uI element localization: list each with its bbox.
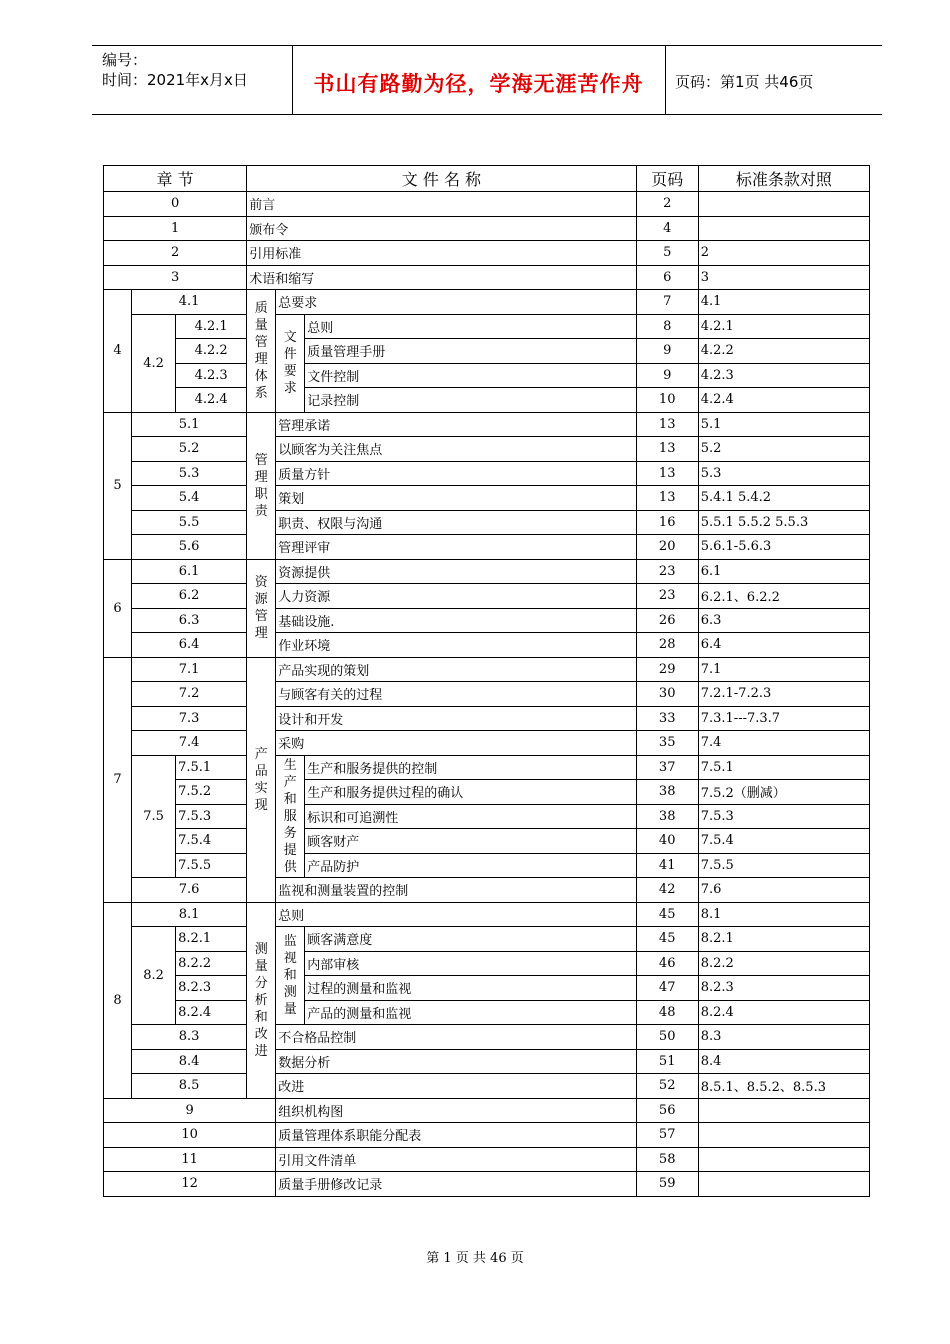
standard-clause: 5.5.1 5.5.2 5.5.3: [698, 510, 869, 535]
file-name: 质量方针: [276, 461, 636, 486]
page-number: 26: [636, 608, 698, 633]
table-row: [104, 1074, 870, 1099]
table-row: [104, 486, 870, 511]
standard-clause: 7.4: [698, 731, 869, 756]
section-number: 7.6: [132, 878, 247, 903]
file-name: 组织机构图: [276, 1098, 636, 1123]
section-number: 8.1: [132, 902, 247, 927]
file-name: 标识和可追溯性: [305, 804, 636, 829]
section-group-label: 测量分析和改进: [247, 902, 276, 1098]
standard-clause: 7.2.1-7.2.3: [698, 682, 869, 707]
chapter-number: 3: [104, 265, 247, 290]
section-number: 8.4: [132, 1049, 247, 1074]
subsection-number: 7.5.4: [176, 829, 247, 854]
file-name: 产品实现的策划: [276, 657, 636, 682]
section-number: 5.1: [132, 412, 247, 437]
standard-clause: 6.3: [698, 608, 869, 633]
section-number: 4.2: [132, 314, 176, 412]
page-number: 6: [636, 265, 698, 290]
section-group-label: 产品实现: [247, 657, 276, 902]
file-name: 生产和服务提供过程的确认: [305, 780, 636, 805]
standard-clause: 8.2.2: [698, 951, 869, 976]
standard-clause: 8.5.1、8.5.2、8.5.3: [698, 1074, 869, 1099]
file-name: 管理承诺: [276, 412, 636, 437]
page-number: 40: [636, 829, 698, 854]
standard-clause: 5.3: [698, 461, 869, 486]
section-number: 7.3: [132, 706, 247, 731]
page-number: 38: [636, 780, 698, 805]
file-name: 资源提供: [276, 559, 636, 584]
standard-clause: 8.2.4: [698, 1000, 869, 1025]
page-number: 52: [636, 1074, 698, 1099]
page-number: 30: [636, 682, 698, 707]
page-number: 45: [636, 902, 698, 927]
page-number: 42: [636, 878, 698, 903]
table-row: [104, 363, 870, 388]
page-header: [92, 45, 882, 115]
section-number: 5.2: [132, 437, 247, 462]
chapter-number: 4: [104, 290, 132, 413]
table-row: [104, 290, 870, 315]
page-number: 5: [636, 241, 698, 266]
table-row: [104, 216, 870, 241]
standard-clause: 6.4: [698, 633, 869, 658]
standard-clause: 7.6: [698, 878, 869, 903]
page-number: 23: [636, 584, 698, 609]
section-number: 8.3: [132, 1025, 247, 1050]
table-row: [104, 412, 870, 437]
page-number: 29: [636, 657, 698, 682]
table-row: [104, 829, 870, 854]
page-number: 9: [636, 339, 698, 364]
file-name: 策划: [276, 486, 636, 511]
file-name: 管理评审: [276, 535, 636, 560]
file-name: 引用文件清单: [276, 1147, 636, 1172]
subgroup-label: 文件要求: [276, 314, 305, 412]
file-name: 过程的测量和监视: [305, 976, 636, 1001]
file-name: 术语和缩写: [247, 265, 636, 290]
table-row: [104, 1172, 870, 1197]
page-footer: 第 1 页 共 46 页: [426, 1251, 524, 1266]
table-row: [104, 192, 870, 217]
table-row: [104, 927, 870, 952]
file-name: 生产和服务提供的控制: [305, 755, 636, 780]
section-number: 6.3: [132, 608, 247, 633]
chapter-number: 11: [104, 1147, 276, 1172]
section-number: 8.2: [132, 927, 176, 1025]
col-header-page: 页码: [636, 166, 698, 192]
section-number: 5.3: [132, 461, 247, 486]
file-name: 质量管理手册: [305, 339, 636, 364]
page-number: 47: [636, 976, 698, 1001]
col-header-file-name: 文 件 名 称: [247, 166, 636, 192]
table-row: [104, 608, 870, 633]
subsection-number: 8.2.1: [176, 927, 247, 952]
page-number: 58: [636, 1147, 698, 1172]
file-name: 改进: [276, 1074, 636, 1099]
standard-clause: 6.2.1、6.2.2: [698, 584, 869, 609]
standard-clause: [698, 216, 869, 241]
standard-clause: 7.5.2（删减）: [698, 780, 869, 805]
file-name: 质量手册修改记录: [276, 1172, 636, 1197]
file-name: 记录控制: [305, 388, 636, 413]
page-number: 7: [636, 290, 698, 315]
table-row: [104, 1147, 870, 1172]
file-name: 产品的测量和监视: [305, 1000, 636, 1025]
page-number: 16: [636, 510, 698, 535]
chapter-number: 6: [104, 559, 132, 657]
standard-clause: 8.2.1: [698, 927, 869, 952]
file-name: 以顾客为关注焦点: [276, 437, 636, 462]
standard-clause: 7.5.4: [698, 829, 869, 854]
table-row: [104, 731, 870, 756]
table-row: [104, 1049, 870, 1074]
header-divider: [665, 46, 666, 114]
document-number-label: 编号：: [102, 51, 148, 69]
page-number: 28: [636, 633, 698, 658]
page-number: 50: [636, 1025, 698, 1050]
standard-clause: 2: [698, 241, 869, 266]
file-name: 顾客财产: [305, 829, 636, 854]
standard-clause: 7.3.1---7.3.7: [698, 706, 869, 731]
section-number: 4.1: [132, 290, 247, 315]
standard-clause: [698, 192, 869, 217]
file-name: 与顾客有关的过程: [276, 682, 636, 707]
standard-clause: 8.4: [698, 1049, 869, 1074]
section-number: 5.5: [132, 510, 247, 535]
section-number: 7.2: [132, 682, 247, 707]
page-number: 2: [636, 192, 698, 217]
page-number: 20: [636, 535, 698, 560]
standard-clause: 4.2.3: [698, 363, 869, 388]
table-row: [104, 584, 870, 609]
section-number: 5.6: [132, 535, 247, 560]
subsection-number: 7.5.5: [176, 853, 247, 878]
standard-clause: 6.1: [698, 559, 869, 584]
page-number: 37: [636, 755, 698, 780]
subsection-number: 8.2.4: [176, 1000, 247, 1025]
subsection-number: 7.5.3: [176, 804, 247, 829]
table-row: [104, 706, 870, 731]
file-name: 前言: [247, 192, 636, 217]
standard-clause: 7.5.5: [698, 853, 869, 878]
table-row: [104, 878, 870, 903]
section-number: 6.2: [132, 584, 247, 609]
subsection-number: 4.2.4: [176, 388, 247, 413]
section-number: 6.4: [132, 633, 247, 658]
standard-clause: 4.2.4: [698, 388, 869, 413]
file-name: 数据分析: [276, 1049, 636, 1074]
page-number: 56: [636, 1098, 698, 1123]
section-number: 7.5: [132, 755, 176, 878]
header-page-number: 页码：第1页 共46页: [675, 73, 814, 91]
file-name: 引用标准: [247, 241, 636, 266]
page-number: 10: [636, 388, 698, 413]
page-number: 13: [636, 461, 698, 486]
page-number: 51: [636, 1049, 698, 1074]
section-number: 7.4: [132, 731, 247, 756]
file-name: 基础设施.: [276, 608, 636, 633]
standard-clause: 4.1: [698, 290, 869, 315]
page-number: 45: [636, 927, 698, 952]
table-row: [104, 339, 870, 364]
subsection-number: 8.2.3: [176, 976, 247, 1001]
table-row: [104, 657, 870, 682]
file-name: 质量管理体系职能分配表: [276, 1123, 636, 1148]
chapter-number: 10: [104, 1123, 276, 1148]
standard-clause: 5.4.1 5.4.2: [698, 486, 869, 511]
standard-clause: [698, 1123, 869, 1148]
chapter-number: 8: [104, 902, 132, 1098]
table-row: [104, 804, 870, 829]
standard-clause: 7.5.3: [698, 804, 869, 829]
subsection-number: 7.5.2: [176, 780, 247, 805]
section-number: 5.4: [132, 486, 247, 511]
section-group-label: 资源管理: [247, 559, 276, 657]
standard-clause: 8.1: [698, 902, 869, 927]
page-number: 57: [636, 1123, 698, 1148]
table-row: [104, 388, 870, 413]
page-number: 13: [636, 486, 698, 511]
file-name: 监视和测量装置的控制: [276, 878, 636, 903]
table-row: [104, 853, 870, 878]
standard-clause: 4.2.1: [698, 314, 869, 339]
table-row: [104, 780, 870, 805]
table-row: [104, 1098, 870, 1123]
table-row: [104, 755, 870, 780]
table-row: [104, 510, 870, 535]
file-name: 文件控制: [305, 363, 636, 388]
table-row: [104, 976, 870, 1001]
standard-clause: 3: [698, 265, 869, 290]
standard-clause: 4.2.2: [698, 339, 869, 364]
page-number: 38: [636, 804, 698, 829]
table-row: [104, 437, 870, 462]
file-name: 总则: [305, 314, 636, 339]
standard-clause: [698, 1147, 869, 1172]
table-row: [104, 265, 870, 290]
table-row: [104, 951, 870, 976]
standard-clause: 8.3: [698, 1025, 869, 1050]
document-time-label: 时间：2021年x月x日: [102, 71, 248, 89]
subsection-number: 4.2.2: [176, 339, 247, 364]
subsection-number: 7.5.1: [176, 755, 247, 780]
table-row: [104, 902, 870, 927]
file-name: 作业环境: [276, 633, 636, 658]
file-name: 职责、权限与沟通: [276, 510, 636, 535]
chapter-number: 2: [104, 241, 247, 266]
file-name: 颁布令: [247, 216, 636, 241]
page-number: 59: [636, 1172, 698, 1197]
standard-clause: 5.6.1-5.6.3: [698, 535, 869, 560]
table-row: [104, 461, 870, 486]
page-number: 9: [636, 363, 698, 388]
chapter-number: 12: [104, 1172, 276, 1197]
page-number: 48: [636, 1000, 698, 1025]
subsection-number: 4.2.1: [176, 314, 247, 339]
table-row: [104, 314, 870, 339]
standard-clause: 7.5.1: [698, 755, 869, 780]
table-row: [104, 633, 870, 658]
file-name: 总要求: [276, 290, 636, 315]
page-number: 13: [636, 412, 698, 437]
standard-clause: 7.1: [698, 657, 869, 682]
page-number: 23: [636, 559, 698, 584]
file-name: 采购: [276, 731, 636, 756]
table-row: [104, 1123, 870, 1148]
section-group-label: 管理职责: [247, 412, 276, 559]
standard-clause: 5.2: [698, 437, 869, 462]
standard-clause: [698, 1098, 869, 1123]
table-row: [104, 535, 870, 560]
contents-table: [103, 165, 870, 1197]
file-name: 总则: [276, 902, 636, 927]
file-name: 人力资源: [276, 584, 636, 609]
page-number: 35: [636, 731, 698, 756]
section-number: 8.5: [132, 1074, 247, 1099]
chapter-number: 0: [104, 192, 247, 217]
standard-clause: [698, 1172, 869, 1197]
section-number: 7.1: [132, 657, 247, 682]
file-name: 产品防护: [305, 853, 636, 878]
table-row: [104, 241, 870, 266]
section-group-label: 质量管理体系: [247, 290, 276, 413]
page-number: 46: [636, 951, 698, 976]
subsection-number: 8.2.2: [176, 951, 247, 976]
file-name: 设计和开发: [276, 706, 636, 731]
table-row: [104, 559, 870, 584]
section-number: 6.1: [132, 559, 247, 584]
chapter-number: 7: [104, 657, 132, 902]
page-number: 13: [636, 437, 698, 462]
table-row: [104, 682, 870, 707]
standard-clause: 5.1: [698, 412, 869, 437]
col-header-standard: 标准条款对照: [698, 166, 869, 192]
chapter-number: 9: [104, 1098, 276, 1123]
subsection-number: 4.2.3: [176, 363, 247, 388]
page-number: 33: [636, 706, 698, 731]
file-name: 不合格品控制: [276, 1025, 636, 1050]
file-name: 顾客满意度: [305, 927, 636, 952]
standard-clause: 8.2.3: [698, 976, 869, 1001]
page-number: 41: [636, 853, 698, 878]
file-name: 内部审核: [305, 951, 636, 976]
subgroup-label: 生产和服务提供: [276, 755, 305, 878]
header-motto: 书山有路勤为径，学海无涯苦作舟: [313, 72, 644, 96]
header-meta: [102, 50, 248, 90]
chapter-number: 5: [104, 412, 132, 559]
chapter-number: 1: [104, 216, 247, 241]
col-header-chapter: 章 节: [104, 166, 247, 192]
page-number: 8: [636, 314, 698, 339]
table-header-row: [104, 166, 870, 192]
table-row: [104, 1000, 870, 1025]
page-number: 4: [636, 216, 698, 241]
table-row: [104, 1025, 870, 1050]
subgroup-label: 监视和测量: [276, 927, 305, 1025]
